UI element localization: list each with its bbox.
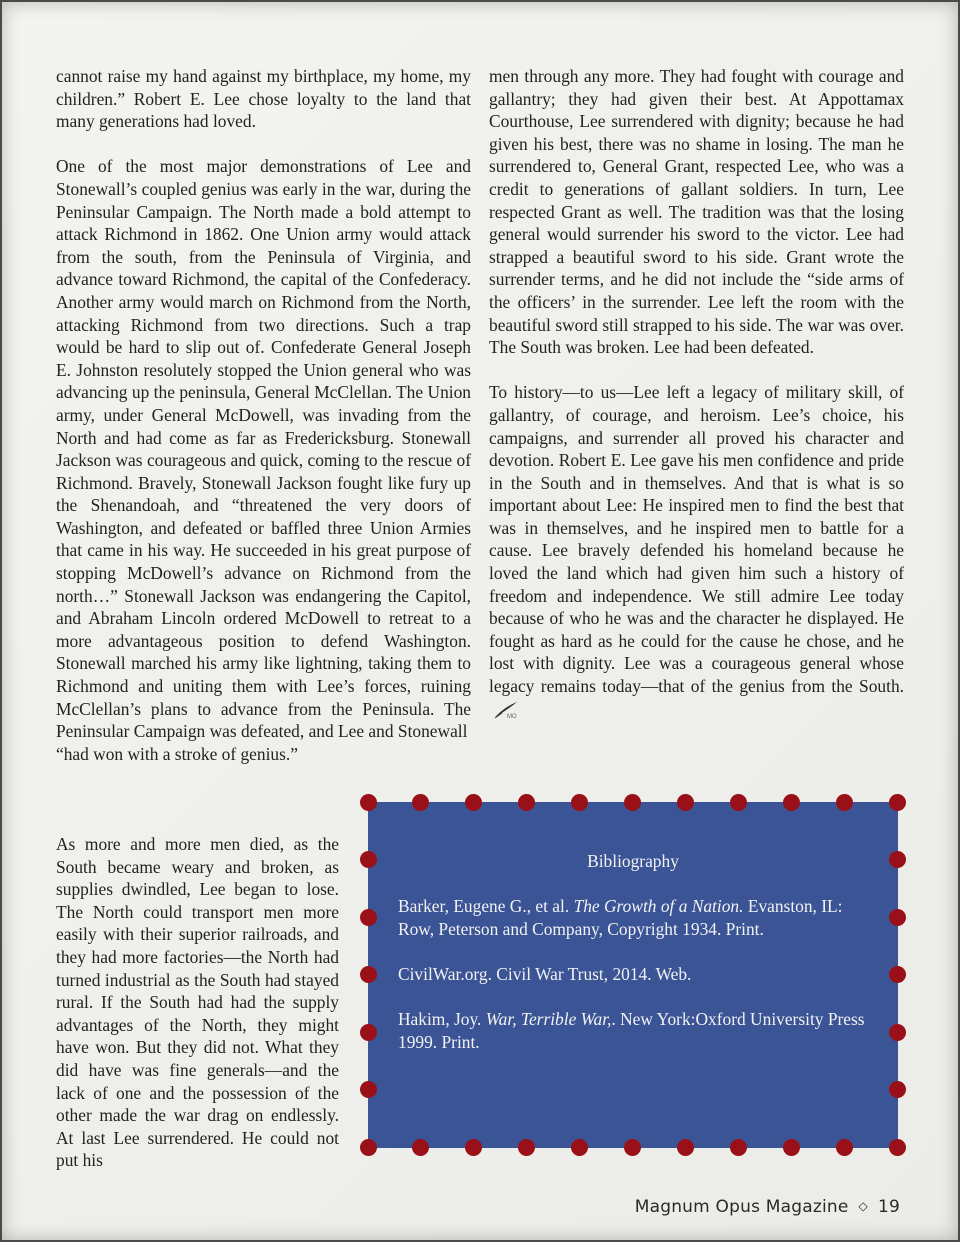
svg-text:MO: MO bbox=[507, 713, 517, 719]
article-column-left-lower bbox=[56, 833, 339, 1172]
border-dot bbox=[889, 909, 906, 926]
article-column-right bbox=[489, 65, 904, 720]
bibliography-title: Bibliography bbox=[587, 851, 679, 871]
border-dot bbox=[360, 966, 377, 983]
border-dot bbox=[624, 794, 641, 811]
page-footer bbox=[635, 1197, 900, 1217]
magazine-name: Magnum Opus Magazine bbox=[634, 1197, 849, 1217]
border-dot bbox=[889, 794, 906, 811]
bibliography-entry: Barker, Eugene G., et al. The Growth of a Nation. Evanston, IL: Row, Peterson and Company, Copyright 1934. Print. bbox=[398, 896, 843, 939]
border-dot bbox=[360, 851, 377, 868]
article-paragraph: men through any more. They had fought with courage and gallantry; they had given their best. At Appottamax Courthouse, Lee surrendered with dignity; because he had given his best, there was no shame in losing. The man he surrendered to, General Grant, respected Lee, who was a credit to generations of gallant soldiers. In turn, Lee respected Grant as well. The tradition was that the losing general would surrender his sword to the victor. Lee had strapped a beautiful sword to his side. Grant wrote the surrender terms, and he did not include the “side arms of the officers’ in the surrender. Lee left the room with the beautiful sword still strapped to his side. The war was over. The South was broken. Lee had been defeated. bbox=[489, 66, 904, 358]
border-dot bbox=[465, 1139, 482, 1156]
bibliography-entry: Hakim, Joy. War, Terrible War,. New York:Oxford University Press 1999. Print. bbox=[398, 1009, 865, 1052]
border-dot bbox=[783, 794, 800, 811]
border-dot bbox=[360, 1081, 377, 1098]
border-dot bbox=[889, 1081, 906, 1098]
border-dot bbox=[889, 966, 906, 983]
article-paragraph: As more and more men died, as the South became weary and broken, as supplies dwindled, Lee began to lose. The North could transport men more easily with their superior railroads, and they had more factories—the North had turned industrial as the South had stayed rural. If the South had had the supply advantages of the North, they might have won. But they did not. What they did have was fine generals—and the lack of one and the possession of the other made the war drag on endlessly. At last Lee surrendered. He could not put his bbox=[56, 834, 339, 1171]
border-dot bbox=[518, 1139, 535, 1156]
article-paragraph: One of the most major demonstrations of Lee and Stonewall’s coupled genius was early in the war, during the Peninsular Campaign. The North made a bold attempt to attack Richmond in 1862. One Union army would attack from the south, from the Peninsula of Virginia, and advance toward Richmond, the capital of the Confederacy. Another army would march on Richmond from the North, attacking Richmond from two directions. Such a trap would be hard to slip out of. Confederate General Joseph E. Johnston resolutely stopped the Union general who was advancing up the peninsula, General McClellan. The Union army, under General McDowell, was invading from the North and had come as far as Fredericksburg. Stonewall Jackson was courageous and quick, coming to the rescue of Richmond. Bravely, Stonewall Jackson fought like fury up the Shenandoah, and “threatened the very doors of Washington, and defeated or baffled three Union Armies that came in his way. He succeeded in his great purpose of stopping McDowell’s advance on Richmond from the north…” Stonewall Jackson was endangering the Capitol, and Abraham Lincoln ordered McDowell to retreat to a more advantageous position to defend Washington. Stonewall marched his army like lightning, taking them to Richmond and uniting them with Lee’s forces, ruining McClellan’s plans to advance from the Peninsula. The Peninsular Campaign was defeated, and Lee and Stonewall bbox=[56, 156, 471, 742]
border-dot bbox=[889, 1024, 906, 1041]
border-dot bbox=[518, 794, 535, 811]
border-dot bbox=[889, 1139, 906, 1156]
border-dot bbox=[677, 1139, 694, 1156]
article-column-left bbox=[56, 65, 471, 765]
diamond-separator-icon: ◇ bbox=[858, 1199, 868, 1213]
border-dot bbox=[360, 794, 377, 811]
article-paragraph-end: “had won with a stroke of genius.” bbox=[56, 743, 298, 764]
bibliography-entry: CivilWar.org. Civil War Trust, 2014. Web. bbox=[398, 963, 692, 984]
border-dot bbox=[677, 794, 694, 811]
border-dot bbox=[571, 794, 588, 811]
magazine-page bbox=[2, 2, 958, 1240]
border-dot bbox=[836, 794, 853, 811]
article-paragraph: cannot raise my hand against my birthplace, my home, my children.” Robert E. Lee chose loyalty to the land that many generations had loved. bbox=[56, 66, 471, 132]
border-dot bbox=[730, 1139, 747, 1156]
border-dot bbox=[571, 1139, 588, 1156]
border-dot bbox=[412, 794, 429, 811]
border-dot bbox=[783, 1139, 800, 1156]
border-dot bbox=[836, 1139, 853, 1156]
border-dot bbox=[889, 851, 906, 868]
bibliography-box bbox=[368, 802, 898, 1148]
border-dot bbox=[730, 794, 747, 811]
border-dot bbox=[465, 794, 482, 811]
quill-signature-icon bbox=[493, 701, 519, 719]
border-dot bbox=[412, 1139, 429, 1156]
article-paragraph: To history—to us—Lee left a legacy of military skill, of gallantry, of courage, and heroism. Lee’s choice, his campaigns, and surrender all proved his character and devotion. Robert E. Lee gave his men confidence and pride in the South and in themselves. And that is what is so important about Lee: He inspired men to find the best that was in themselves, and he inspired men to battle for a cause. Lee bravely defended his homeland because he loved the land which had given him such a history of freedom and independence. We still admire Lee today because of who he was and the character he displayed. He fought as hard as he could for the cause he chose, and he lost with dignity. Lee was a courageous general whose legacy remains today—that of the genius from the South. MO bbox=[489, 382, 904, 719]
border-dot bbox=[624, 1139, 641, 1156]
border-dot bbox=[360, 1024, 377, 1041]
border-dot bbox=[360, 1139, 377, 1156]
page-number: 19 bbox=[877, 1197, 900, 1217]
border-dot bbox=[360, 909, 377, 926]
